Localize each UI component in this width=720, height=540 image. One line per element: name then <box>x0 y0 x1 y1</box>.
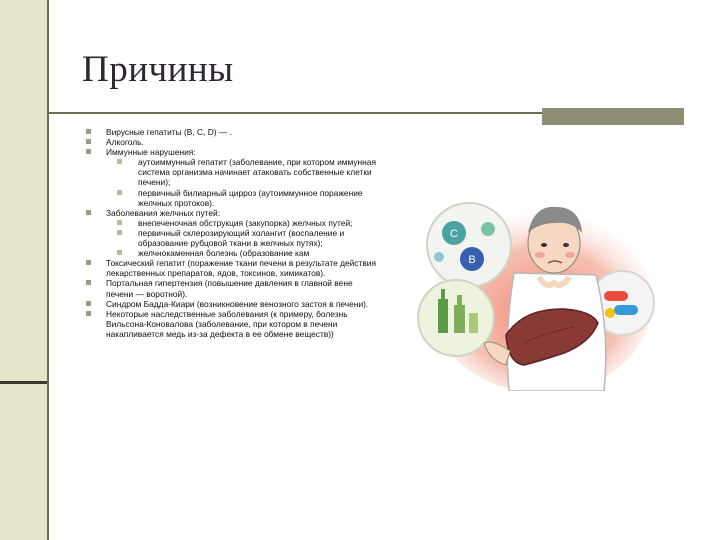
list-item <box>86 127 376 137</box>
bullet-marker <box>117 230 122 235</box>
sub-list-item-text: аутоиммунный гепатит (заболевание, при котором иммунная система организма начинает атаковать собственные клетки печени); <box>138 157 376 188</box>
liver-disease-illustration <box>414 193 672 391</box>
left-bottom-rule <box>0 381 47 384</box>
list-item-text: Портальная гипертензия (повышение давления в главной вене печени — воротной). <box>106 278 353 299</box>
bullet-marker <box>86 280 91 285</box>
list-item <box>86 309 376 339</box>
sub-list-item <box>86 228 376 248</box>
bullet-marker <box>86 311 91 316</box>
list-item-text: Некоторые наследственные заболевания (к примеру, болезнь Вильсона-Коновалова (заболевание, при котором в печени накапливается медь из-за дефекта в ее обмене веществ)) <box>106 308 348 339</box>
sub-list-item-text: первичный билиарный цирроз (аутоиммунное поражение желчных протоков). <box>138 187 363 208</box>
list-item-text: Иммунные нарушения: <box>106 147 196 158</box>
list-item <box>86 147 376 157</box>
bullet-marker <box>86 129 91 134</box>
list-item-text: Заболевания желчных путей: <box>106 207 221 218</box>
list-item-text: Токсический гепатит (поражение ткани печени в результате действия лекарственных препаратов, ядов, токсинов, химикатов). <box>106 258 376 279</box>
bullet-marker <box>117 159 122 164</box>
list-item <box>86 137 376 147</box>
left-decorative-band <box>0 0 47 540</box>
sub-list-item <box>86 218 376 228</box>
bullet-marker <box>86 260 91 265</box>
bullet-marker <box>86 301 91 306</box>
title-underline <box>47 112 542 114</box>
list-item <box>86 278 376 298</box>
list-item <box>86 208 376 218</box>
list-item-text: Синдром Бадда-Киари (возникновение венозного застоя в печени). <box>106 298 369 309</box>
virus-bubble <box>427 203 511 287</box>
sub-list-item-text: первичный склерозирующий холангит (воспаление и образование рубцовой ткани в желчных путях); <box>138 227 345 249</box>
sub-list-item <box>86 188 376 208</box>
sub-list-item <box>86 157 376 187</box>
bullet-marker <box>117 250 122 255</box>
slide-title: Причины <box>82 49 234 90</box>
sub-list-item-text: внепеченочная обструкция (закупорка) желчных путей; <box>138 217 353 228</box>
bullet-marker <box>117 220 122 225</box>
left-vertical-rule <box>47 0 49 540</box>
list-item <box>86 258 376 278</box>
bullet-marker <box>117 190 122 195</box>
bullet-marker <box>86 149 91 154</box>
list-item-text: Вирусные гепатиты (B, C, D) — . <box>106 127 232 137</box>
virus-b-label: B <box>468 254 476 266</box>
list-item-text: Алкоголь. <box>106 137 144 148</box>
bullet-marker <box>86 139 91 144</box>
bullet-marker <box>86 210 91 215</box>
title-accent-band <box>542 108 684 125</box>
list-item <box>86 299 376 309</box>
sub-list-item <box>86 248 376 258</box>
sub-list-item-text: желчнокаменная болезнь (образование кам <box>138 248 310 259</box>
virus-c-label: C <box>450 228 458 240</box>
alcohol-bubble <box>418 280 494 356</box>
cause-list <box>86 127 376 339</box>
